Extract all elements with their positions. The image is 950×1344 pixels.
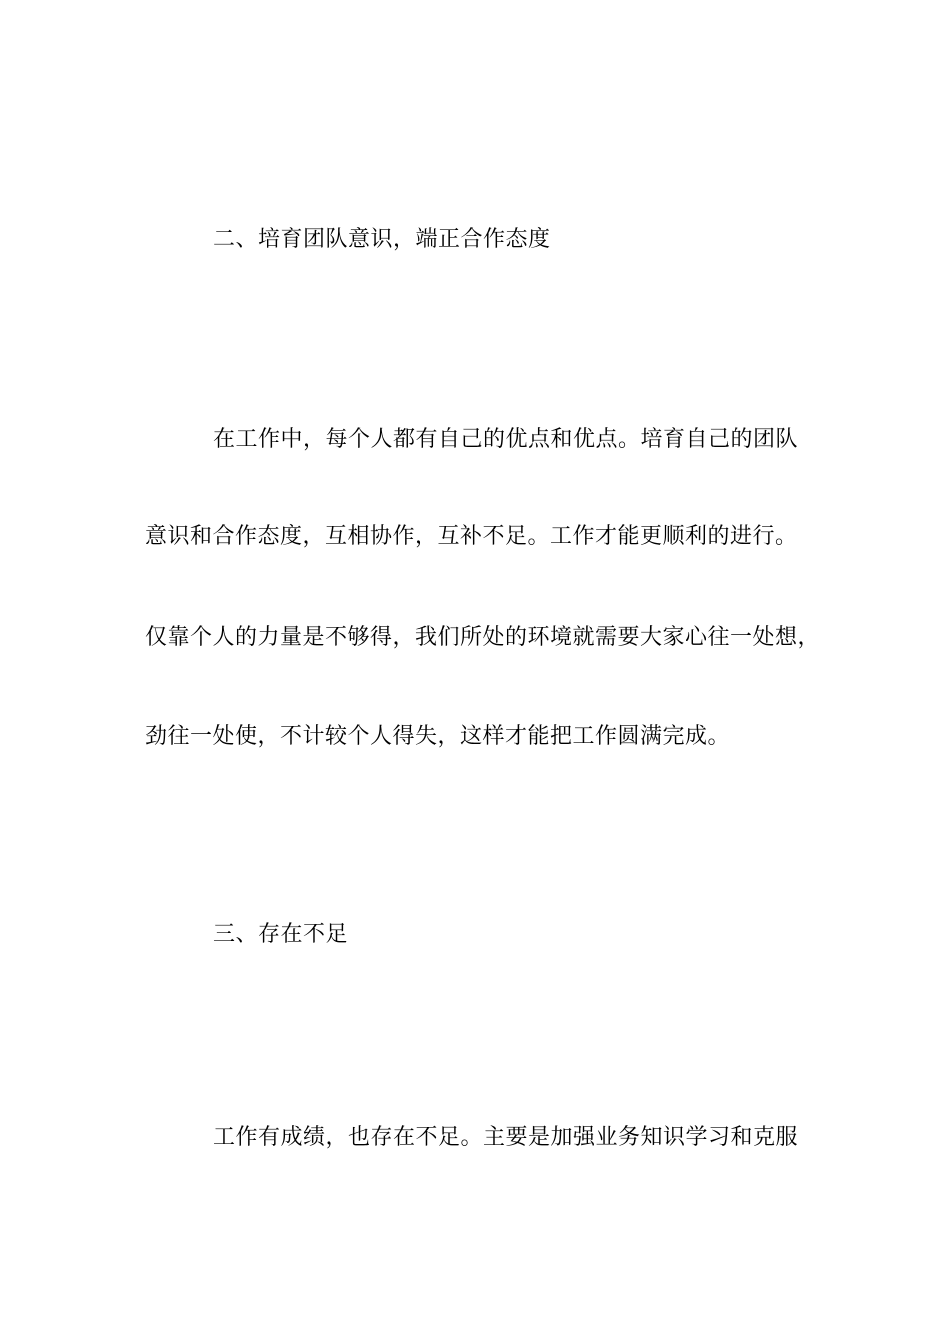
section-heading: 三、存在不足 [213, 922, 349, 947]
paragraph-line: 意识和合作态度，互相协作，互补不足。工作才能更顺利的进行。 [145, 524, 798, 549]
paragraph-line: 工作有成绩，也存在不足。主要是加强业务知识学习和克服 [213, 1125, 799, 1150]
paragraph-line: 仅靠个人的力量是不够得，我们所处的环境就需要大家心往一处想， [145, 625, 821, 650]
paragraph-line: 劲往一处使，不计较个人得失，这样才能把工作圆满完成。 [145, 724, 731, 749]
section-heading: 二、培育团队意识，端正合作态度 [213, 227, 551, 252]
paragraph-line: 在工作中，每个人都有自己的优点和优点。培育自己的团队 [213, 427, 799, 452]
